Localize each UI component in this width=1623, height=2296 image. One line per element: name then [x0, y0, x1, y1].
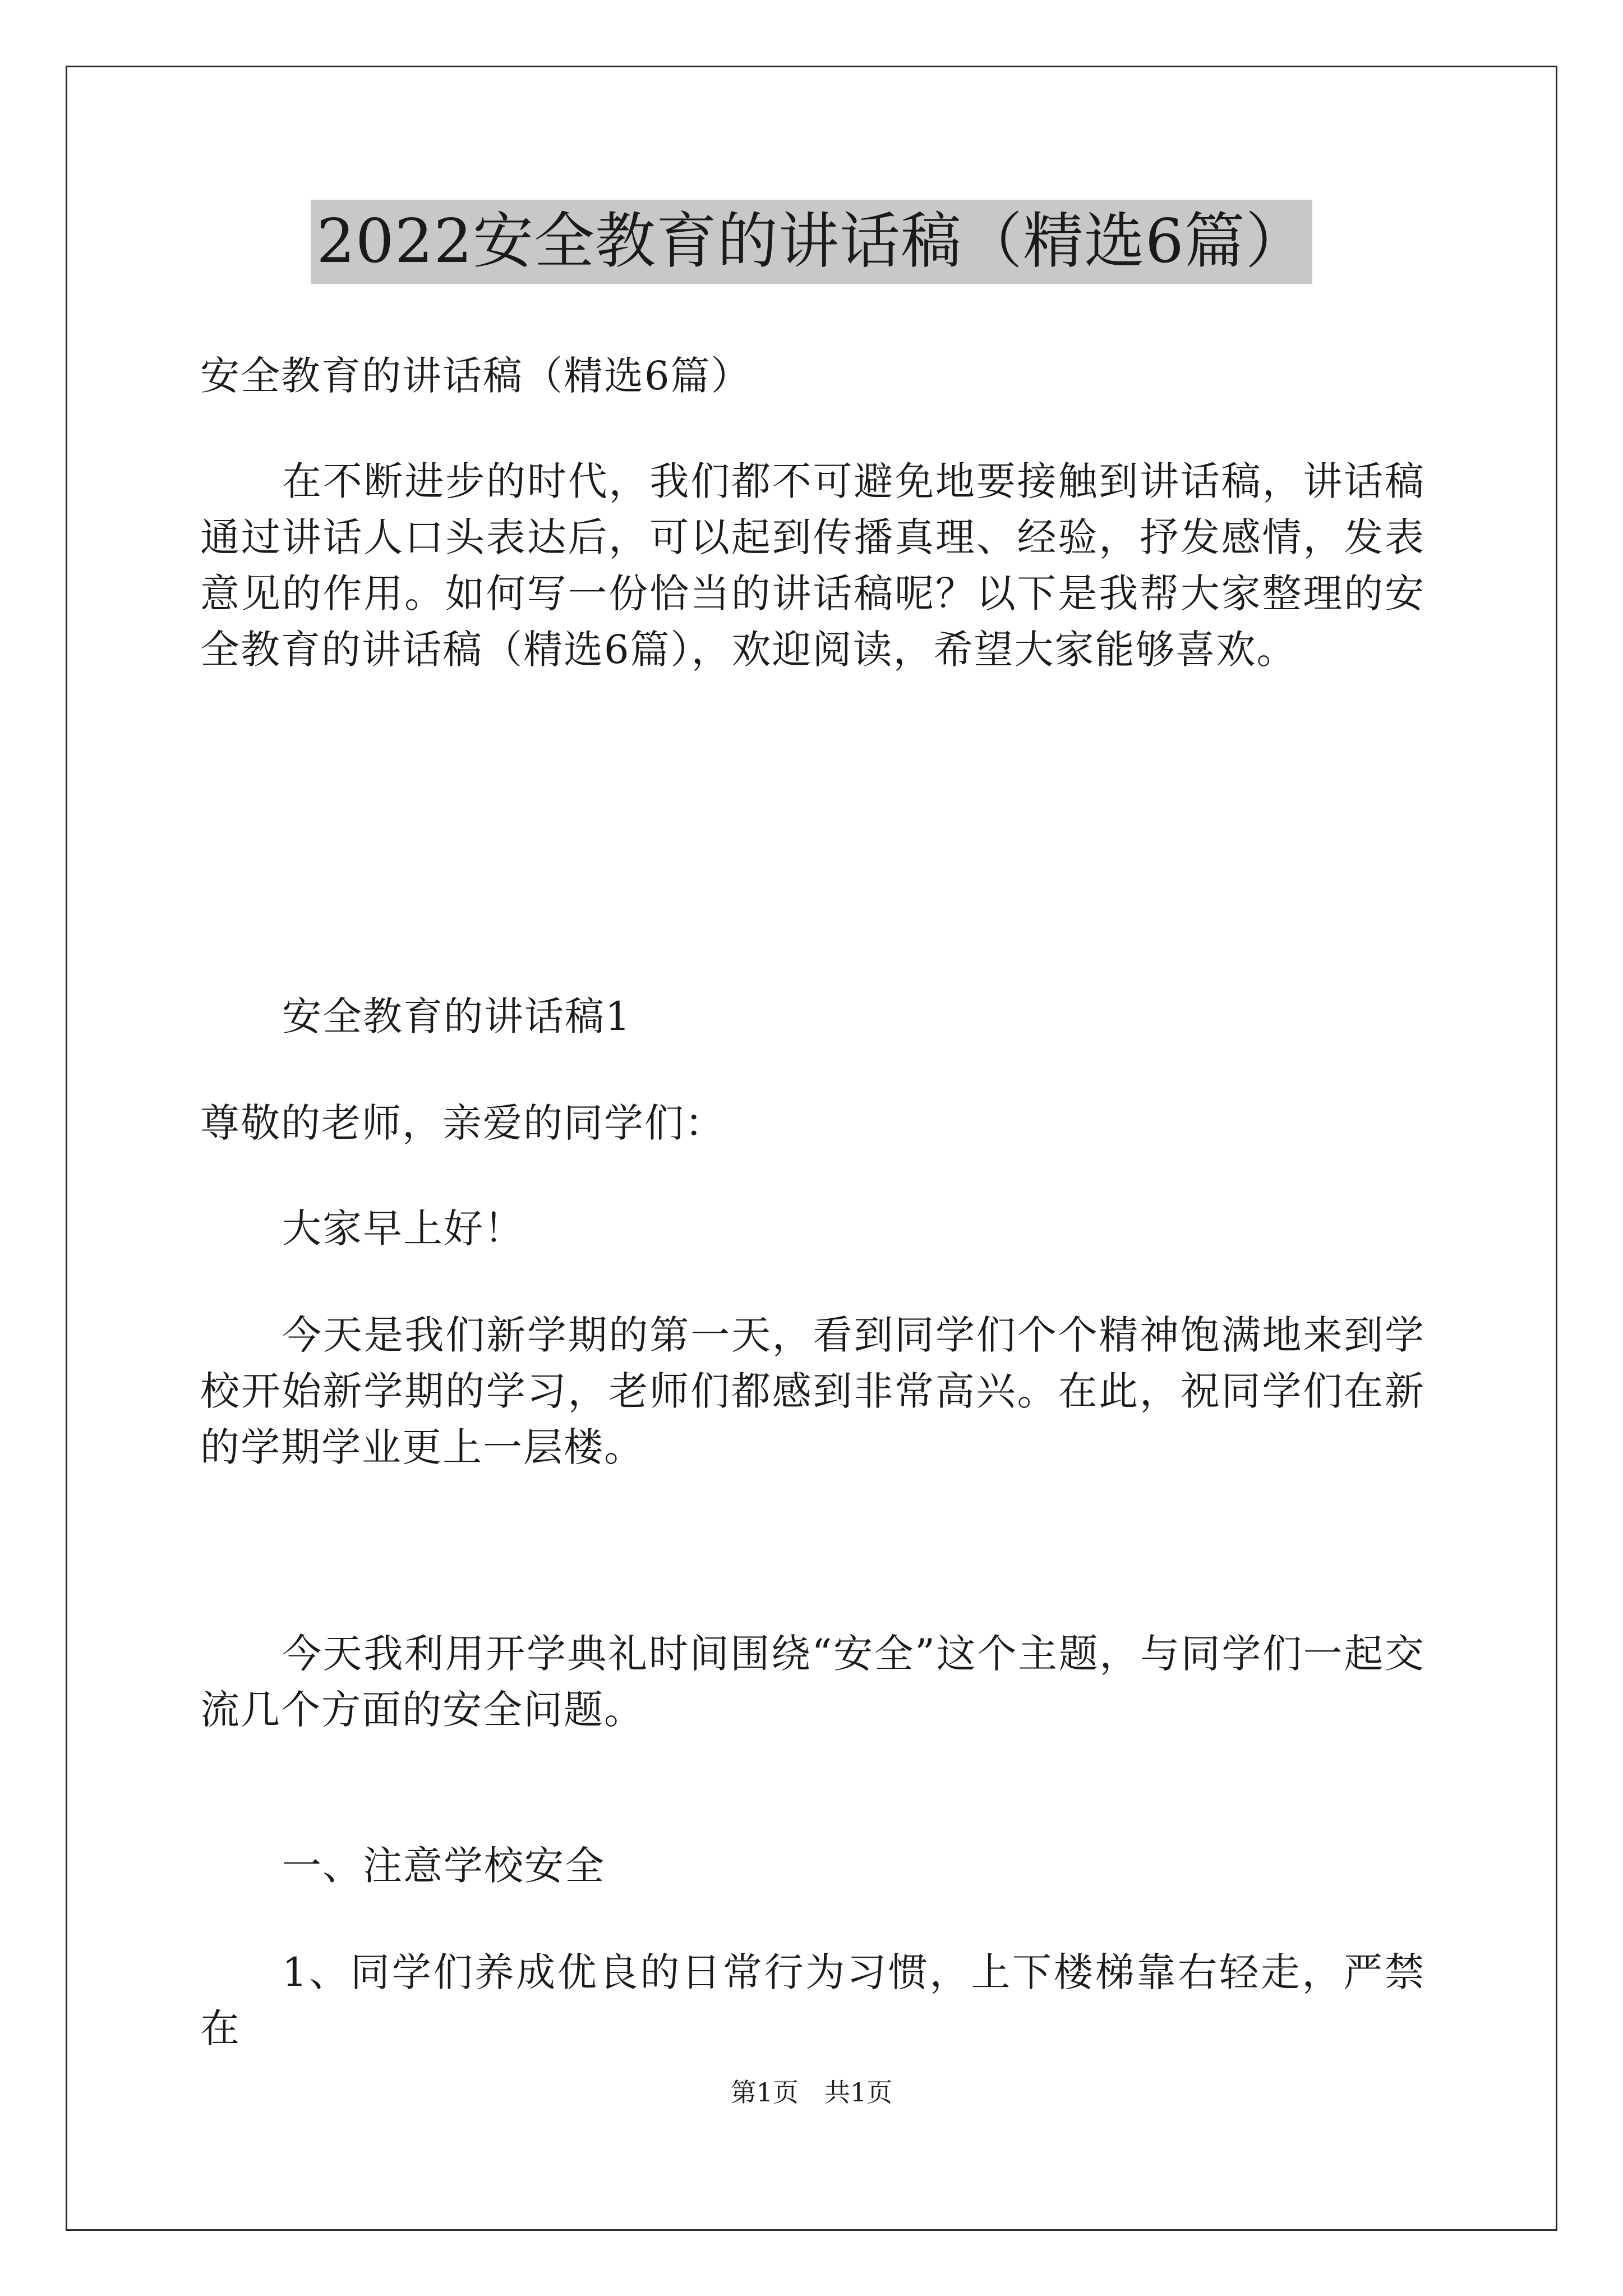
section-heading: 安全教育的讲话稿1 [282, 993, 631, 1039]
greeting: 大家早上好！ [282, 1205, 524, 1251]
paragraph-new-semester: 今天是我们新学期的第一天，看到同学们个个精神饱满地来到学校开始新学期的学习，老师们都感到非常高兴。在此，祝同学们在新的学期学业更上一层楼。 [200, 1312, 1425, 1470]
paragraph-safety-topic: 今天我利用开学典礼时间围绕“安全”这个主题，与同学们一起交流几个方面的安全问题。 [200, 1631, 1425, 1733]
page-footer: 第1页 共1页 [730, 2077, 893, 2108]
salutation: 尊敬的老师，亲爱的同学们： [200, 1100, 725, 1146]
document-title: 2022安全教育的讲话稿（精选6篇） [311, 200, 1312, 284]
title-container [0, 200, 1623, 284]
document-subtitle: 安全教育的讲话稿（精选6篇） [200, 353, 751, 399]
intro-paragraph: 在不断进步的时代，我们都不可避免地要接触到讲话稿，讲话稿通过讲话人口头表达后，可以起到传播真理、经验，抒发感情，发表意见的作用。如何写一份恰当的讲话稿呢？以下是我帮大家整理的安全教育的讲话稿（精选6篇），欢迎阅读，希望大家能够喜欢。 [200, 458, 1425, 673]
point-item-1: 1、同学们养成优良的日常行为习惯，上下楼梯靠右轻走，严禁在 [200, 1949, 1425, 2051]
point-heading: 一、注意学校安全 [282, 1843, 605, 1889]
